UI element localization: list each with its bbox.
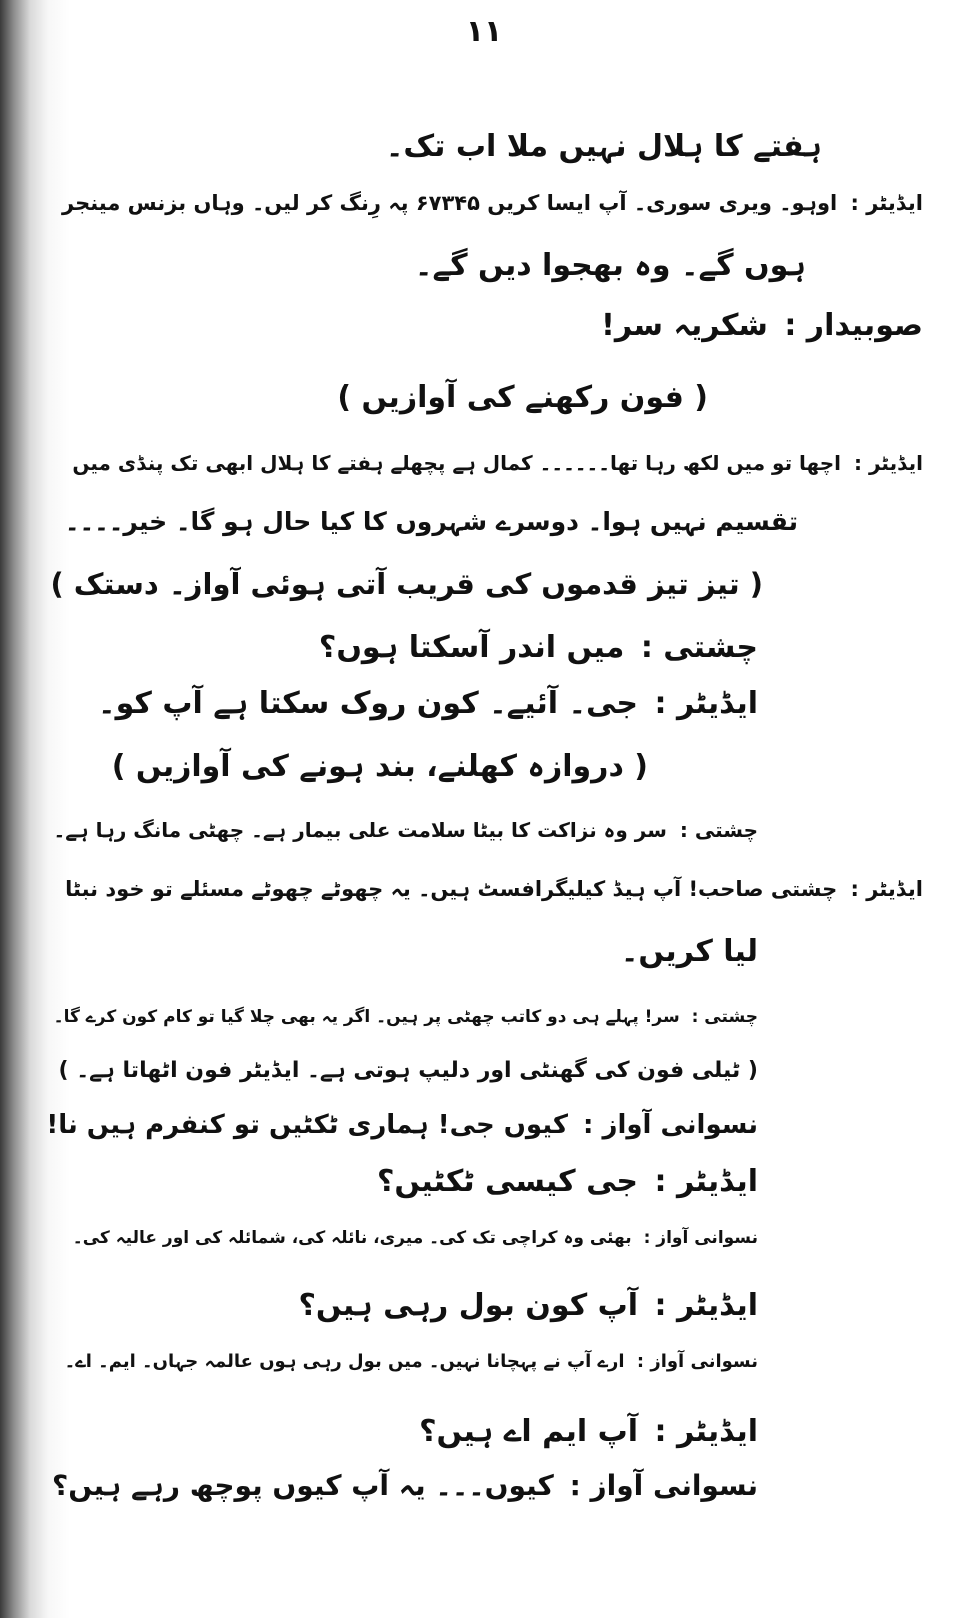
text-line: ہفتے کا ہلال نہیں ملا اب تک۔ [385, 129, 822, 164]
speaker-name: چشتی : [640, 630, 758, 665]
dialogue-line [52, 1464, 758, 1508]
dialogue-text: سر وہ نزاکت کا بیٹا سلامت علی بیمار ہے۔ چھٹی مانگ رہا ہے۔ [53, 818, 667, 842]
dialogue-line [54, 995, 758, 1039]
dialogue-text: میں اندر آسکتا ہوں؟ [318, 630, 625, 665]
stage-direction: ( فون رکھنے کی آوازیں ) [337, 380, 708, 415]
speaker-name: ایڈیٹر : [654, 686, 758, 721]
dialogue-line [46, 1103, 758, 1147]
text-line: لیا کریں۔ [620, 934, 758, 969]
stage-direction: ( تیز تیز قدموں کی قریب آتی ہوئی آواز۔ دستک ) [50, 567, 763, 601]
dialogue-text: جی کیسی ٹکٹیں؟ [377, 1164, 639, 1199]
speaker-name: ایڈیٹر : [850, 191, 923, 215]
speaker-name: صوبیدار : [784, 308, 923, 343]
speaker-name: نسوانی آواز : [583, 1110, 758, 1140]
dialogue-text: ارے آپ نے پہچانا نہیں۔ میں بول رہی ہوں عالمہ جہاں۔ ایم۔ اے۔ [64, 1351, 625, 1372]
page-number: ۱۱ [465, 14, 503, 49]
dialogue-line [98, 682, 758, 726]
speaker-name: ایڈیٹر : [850, 877, 923, 901]
dialogue-line [62, 181, 923, 225]
dialogue-line [72, 441, 923, 485]
dialogue-line [377, 1160, 758, 1204]
dialogue-text: شکریہ سر! [601, 308, 768, 343]
text-line: ہوں گے۔ وہ بھجوا دیں گے۔ [414, 248, 806, 283]
dialogue-text: آپ ایم اے ہیں؟ [419, 1414, 639, 1449]
dialogue-line [601, 304, 923, 348]
speaker-name: ایڈیٹر : [654, 1288, 758, 1323]
dialogue-line [53, 808, 758, 852]
speaker-name: ایڈیٹر : [854, 451, 923, 475]
dialogue-text: کیوں۔۔۔ یہ آپ کیوں پوچھ رہے ہیں؟ [52, 1469, 554, 1502]
stage-direction: ( ٹیلی فون کی گھنٹی اور دلیپ ہوتی ہے۔ ایڈیٹر فون اٹھاتا ہے۔ ) [58, 1058, 758, 1083]
dialogue-text: اچھا تو میں لکھ رہا تھا۔۔۔۔۔۔ کمال ہے پچھلے ہفتے کا ہلال ابھی تک پنڈی میں [72, 451, 842, 475]
speaker-name: ایڈیٹر : [654, 1164, 758, 1199]
speaker-name: نسوانی آواز : [569, 1469, 758, 1502]
dialogue-line [65, 1340, 758, 1384]
dialogue-text: چشتی صاحب! آپ ہیڈ کیلیگرافسٹ ہیں۔ یہ چھوٹے چھوٹے مسئلے تو خود نبٹا [65, 877, 838, 901]
dialogue-text: سر! پہلے ہی دو کاتب چھٹی پر ہیں۔ اگر یہ بھی چلا گیا تو کام کون کرے گا۔ [53, 1007, 680, 1027]
dialogue-line [65, 867, 923, 911]
dialogue-line [73, 1216, 758, 1260]
dialogue-text: آپ کون بول رہی ہیں؟ [298, 1288, 639, 1323]
dialogue-line [319, 626, 758, 670]
speaker-name: چشتی : [691, 1007, 758, 1027]
speaker-name: چشتی : [679, 818, 758, 842]
stage-direction: ( دروازہ کھلنے، بند ہونے کی آوازیں ) [111, 749, 648, 784]
text-line: تقسیم نہیں ہوا۔ دوسرے شہروں کا کیا حال ہو گا۔ خیر۔۔۔۔ [64, 507, 798, 536]
dialogue-line [419, 1410, 758, 1454]
speaker-name: نسوانی آواز : [643, 1228, 758, 1248]
dialogue-text: جی۔ آئیے۔ کون روک سکتا ہے آپ کو۔ [98, 686, 639, 721]
dialogue-text: کیوں جی! ہماری ٹکٹیں تو کنفرم ہیں نا! [46, 1110, 568, 1140]
speaker-name: ایڈیٹر : [654, 1414, 758, 1449]
speaker-name: نسوانی آواز : [636, 1351, 758, 1372]
dialogue-line [298, 1284, 758, 1328]
dialogue-text: بھئی وہ کراچی تک کی۔ میری، نائلہ کی، شمائلہ کی اور عالیہ کی۔ [72, 1228, 632, 1248]
dialogue-text: اوہو۔ ویری سوری۔ آپ ایسا کریں ۶۷۳۴۵ پہ رِنگ کر لیں۔ وہاں بزنس مینجر [62, 191, 838, 215]
